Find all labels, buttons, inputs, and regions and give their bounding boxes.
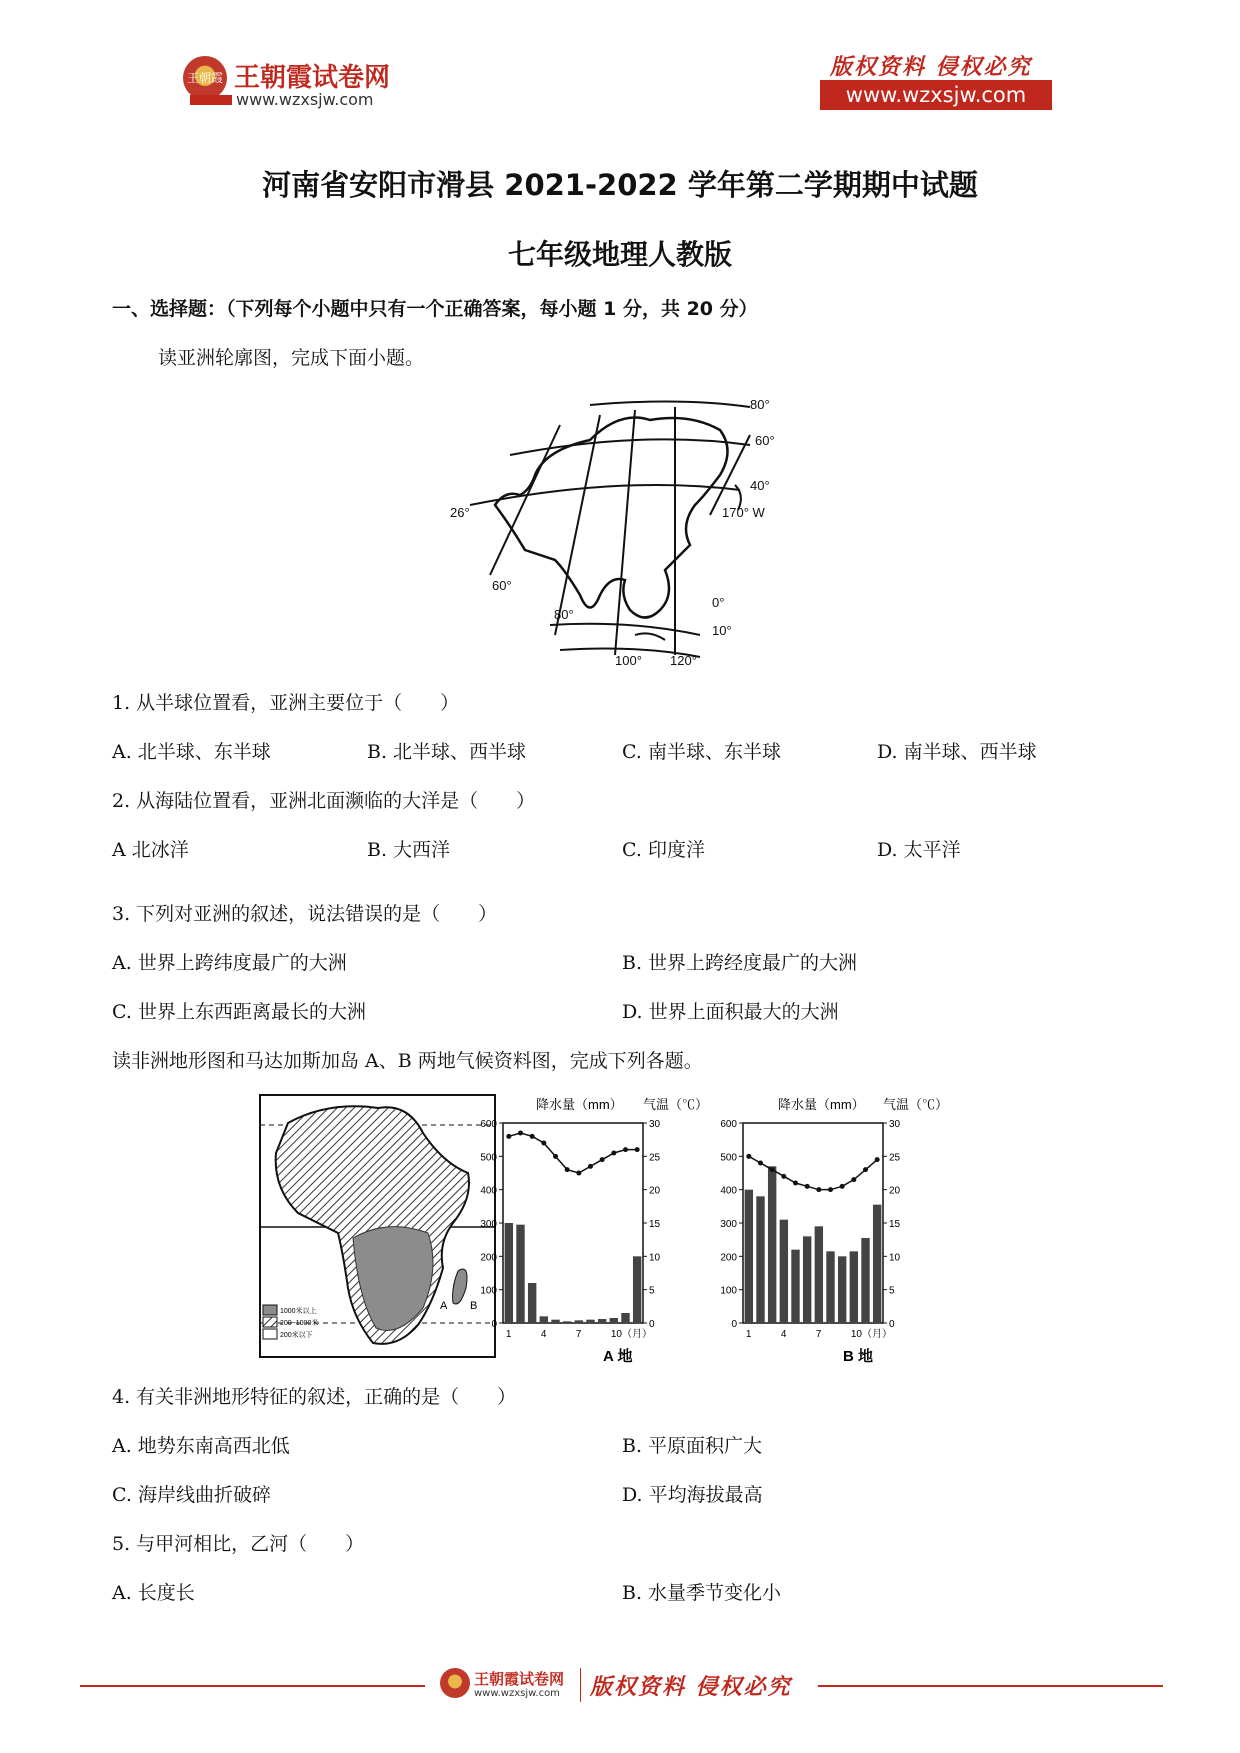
chart-a-precip-bar (551, 1320, 559, 1323)
chart-b-ytick-label: 600 (720, 1119, 737, 1130)
site-url-banner[interactable]: www.wzxsjw.com (820, 80, 1052, 110)
label-80e: 80° (554, 607, 574, 622)
footer-logo-badge (440, 1668, 470, 1698)
asia-outline-map (450, 395, 800, 667)
logo-badge (183, 56, 227, 100)
map-label-b: B (470, 1300, 478, 1312)
chart-a-ytick-label: 200 (480, 1252, 497, 1264)
chart-b-y2tick-label: 20 (889, 1185, 901, 1197)
chart-a-precip-bar (540, 1316, 548, 1323)
chart-a-caption: A 地 (603, 1348, 633, 1363)
chart-a-ytick-label: 400 (480, 1185, 497, 1197)
question-2-stem: 2. 从海陆位置看，亚洲北面濒临的大洋是（ ） (112, 790, 536, 812)
intro-asia: 读亚洲轮廓图，完成下面小题。 (158, 347, 425, 369)
chart-a-xtick-label: 7 (575, 1329, 582, 1340)
chart-a-y2tick-label: 30 (649, 1119, 661, 1130)
chart-b-precip-bar (873, 1205, 881, 1323)
question-4-option-b[interactable]: B. 平原面积广大 (622, 1435, 763, 1457)
chart-b-xtick-label: 4 (780, 1329, 787, 1340)
label-0deg: 0° (712, 595, 725, 610)
question-1-option-d[interactable]: D. 南半球、西半球 (877, 741, 1037, 763)
chart-a-y2tick-label: 0 (649, 1319, 655, 1330)
chart-b-ytick-label: 100 (720, 1285, 737, 1297)
question-2-option-a[interactable]: A 北冰洋 (112, 839, 189, 861)
exam-subtitle: 七年级地理人教版 (507, 238, 732, 271)
legend-mid: 200~1000米 (280, 1320, 319, 1327)
chart-b-y2tick-label: 25 (889, 1152, 901, 1164)
footer-rule-right (818, 1685, 1163, 1687)
chart-a-y2tick-label: 15 (649, 1219, 661, 1230)
logo-url[interactable]: www.wzxsjw.com (236, 90, 374, 109)
asia-coastline (495, 418, 728, 618)
chart-a-temp-point (576, 1171, 581, 1176)
indonesia-islands (635, 633, 665, 640)
chart-b-precip-bar (791, 1250, 799, 1323)
chart-b-axis-left: 降水量（mm） (778, 1097, 865, 1112)
legend-low: 200米以下 (280, 1332, 313, 1339)
chart-a-precip-bar (516, 1225, 524, 1323)
label-170w: 170° W (722, 505, 765, 520)
chart-b-caption: B 地 (843, 1348, 874, 1363)
logo-mark: 王朝霞 (186, 71, 223, 85)
chart-a-temp-point (623, 1147, 628, 1152)
chart-a-precip-bar (621, 1313, 629, 1323)
question-5-option-b[interactable]: B. 水量季节变化小 (622, 1582, 782, 1604)
chart-b-xtick-label: 1 (745, 1329, 752, 1340)
chart-b-xtick-label: 7 (815, 1329, 822, 1340)
chart-b-temp-point (828, 1187, 833, 1192)
question-4-option-d[interactable]: D. 平均海拔最高 (622, 1484, 763, 1506)
chart-a-temp-point (611, 1151, 616, 1156)
africa-climate-figure (258, 1093, 993, 1363)
chart-b-temp-point (805, 1184, 810, 1189)
chart-b-precip-bar (756, 1196, 764, 1323)
chart-b-y2tick-label: 10 (889, 1252, 901, 1264)
question-2-option-b[interactable]: B. 大西洋 (367, 839, 451, 861)
footer-logo-url[interactable]: www.wzxsjw.com (474, 1688, 560, 1699)
chart-a-precip-bar (505, 1223, 513, 1323)
chart-a-precip-bar (528, 1283, 536, 1323)
chart-b-precip-bar (861, 1238, 869, 1323)
chart-b-ytick-label: 400 (720, 1185, 737, 1197)
chart-a-y2tick-label: 5 (649, 1285, 655, 1297)
latitude-80-line (590, 401, 750, 407)
chart-b-precip-bar (803, 1236, 811, 1323)
question-4-option-c[interactable]: C. 海岸线曲折破碎 (112, 1484, 271, 1506)
chart-a-xtick-label: 10（月） (610, 1329, 652, 1340)
chart-b-temp-point (781, 1174, 786, 1179)
label-120e: 120° (670, 653, 697, 667)
chart-b-y2tick-label: 0 (889, 1319, 895, 1330)
chart-b-precip-bar (780, 1220, 788, 1323)
chart-a-ytick-label: 500 (480, 1152, 497, 1164)
latitude-0-line (550, 624, 700, 635)
chart-a-y2tick-label: 10 (649, 1252, 661, 1264)
climate-chart-a (480, 1097, 708, 1363)
intro-africa: 读非洲地形图和马达加斯加岛 A、B 两地气候资料图，完成下列各题。 (112, 1050, 703, 1072)
chart-a-temp-point (635, 1147, 640, 1152)
chart-b-temp-point (793, 1181, 798, 1186)
section-heading: 一、选择题：（下列每个小题中只有一个正确答案，每小题 1 分，共 20 分） (112, 298, 758, 320)
legend-swatch-high (263, 1305, 277, 1315)
logo-name: 王朝霞试卷网 (234, 63, 391, 93)
chart-a-precip-bar (598, 1319, 606, 1323)
label-26e: 26° (450, 505, 470, 520)
chart-a-xtick-label: 4 (540, 1329, 547, 1340)
meridian-100-line (615, 410, 635, 655)
chart-a-temp-point (588, 1164, 593, 1169)
chart-b-temp-point (851, 1177, 856, 1182)
chart-a-ytick-label: 0 (491, 1319, 497, 1330)
copyright-notice: 版权资料 侵权必究 (830, 54, 1032, 80)
chart-a-precip-bar (575, 1320, 583, 1323)
footer-logo-name: 王朝霞试卷网 (474, 1670, 565, 1688)
question-3-stem: 3. 下列对亚洲的叙述，说法错误的是（ ） (112, 903, 498, 925)
chart-a-ytick-label: 600 (480, 1119, 497, 1130)
question-4-stem: 4. 有关非洲地形特征的叙述，正确的是（ ） (112, 1386, 517, 1408)
madagascar-island (453, 1269, 467, 1304)
footer-rule-left (80, 1685, 425, 1687)
question-3-option-d[interactable]: D. 世界上面积最大的大洲 (622, 1001, 839, 1023)
chart-a-axis-right: 气温（℃） (643, 1097, 709, 1112)
label-100e: 100° (615, 653, 642, 667)
meridian-170-line (710, 435, 750, 515)
logo-ribbon (190, 95, 232, 105)
chart-a-precip-bar (633, 1256, 641, 1323)
chart-a-precip-bar (586, 1320, 594, 1323)
chart-a-y2tick-label: 25 (649, 1152, 661, 1164)
label-10s: 10° (712, 623, 732, 638)
chart-a-axis-left: 降水量（mm） (536, 1097, 623, 1112)
chart-b-axis-right: 气温（℃） (883, 1097, 949, 1112)
chart-b-y2tick-label: 5 (889, 1285, 895, 1297)
chart-b-ytick-label: 0 (731, 1319, 737, 1330)
chart-a-temp-point (530, 1134, 535, 1139)
chart-a-y2tick-label: 20 (649, 1185, 661, 1197)
question-3-option-a[interactable]: A. 世界上跨纬度最广的大洲 (112, 952, 347, 974)
label-40n: 40° (750, 478, 770, 493)
label-60e: 60° (492, 578, 512, 593)
chart-a-ytick-label: 100 (480, 1285, 497, 1297)
chart-a-temp-point (518, 1131, 523, 1136)
question-1-stem: 1. 从半球位置看，亚洲主要位于（ ） (112, 692, 460, 714)
exam-title: 河南省安阳市滑县 2021-2022 学年第二学期期中试题 (262, 168, 978, 202)
question-1-option-b[interactable]: B. 北半球、西半球 (367, 741, 527, 763)
chart-a-xtick-label: 1 (505, 1329, 512, 1340)
question-2-option-c[interactable]: C. 印度洋 (622, 839, 705, 861)
question-5-stem: 5. 与甲河相比，乙河（ ） (112, 1533, 365, 1555)
africa-terrain-map (260, 1095, 495, 1357)
legend-high: 1000米以上 (280, 1308, 317, 1315)
question-2-option-d[interactable]: D. 太平洋 (877, 839, 961, 861)
chart-b-temp-point (875, 1157, 880, 1162)
question-3-option-c[interactable]: C. 世界上东西距离最长的大洲 (112, 1001, 366, 1023)
chart-b-ytick-label: 200 (720, 1252, 737, 1264)
chart-a-precip-bar (610, 1318, 618, 1323)
chart-b-temp-point (746, 1154, 751, 1159)
label-60n: 60° (755, 433, 775, 448)
footer-separator (580, 1668, 581, 1702)
chart-b-xtick-label: 10（月） (850, 1329, 892, 1340)
chart-a-temp-line (509, 1133, 637, 1173)
question-5-option-a[interactable]: A. 长度长 (112, 1582, 195, 1604)
question-1-option-a[interactable]: A. 北半球、东半球 (112, 741, 271, 763)
chart-a-ytick-label: 300 (480, 1219, 497, 1230)
question-4-option-a[interactable]: A. 地势东南高西北低 (112, 1435, 290, 1457)
chart-a-temp-point (565, 1167, 570, 1172)
chart-b-temp-point (840, 1184, 845, 1189)
chart-a-precip-bar (563, 1321, 571, 1323)
chart-b-precip-bar (768, 1166, 776, 1323)
chart-b-ytick-label: 300 (720, 1219, 737, 1230)
legend-swatch-mid (263, 1317, 277, 1327)
chart-b-precip-bar (850, 1251, 858, 1323)
chart-b-y2tick-label: 15 (889, 1219, 901, 1230)
chart-b-ytick-label: 500 (720, 1152, 737, 1164)
footer-copyright: 版权资料 侵权必究 (590, 1674, 792, 1700)
chart-b-temp-point (816, 1187, 821, 1192)
question-3-option-b[interactable]: B. 世界上跨经度最广的大洲 (622, 952, 858, 974)
chart-b-temp-point (863, 1167, 868, 1172)
chart-b-precip-bar (815, 1226, 823, 1323)
chart-b-temp-point (758, 1161, 763, 1166)
chart-b-precip-bar (826, 1251, 834, 1323)
legend-swatch-low (263, 1329, 277, 1339)
chart-a-temp-point (600, 1157, 605, 1162)
climate-chart-b (720, 1097, 948, 1363)
chart-b-precip-bar (838, 1256, 846, 1323)
map-label-a: A (440, 1300, 448, 1312)
chart-b-temp-point (770, 1167, 775, 1172)
question-1-option-c[interactable]: C. 南半球、东半球 (622, 741, 781, 763)
chart-b-precip-bar (745, 1190, 753, 1323)
chart-a-temp-point (506, 1134, 511, 1139)
label-80n: 80° (750, 397, 770, 412)
chart-a-temp-point (553, 1154, 558, 1159)
chart-a-temp-point (541, 1141, 546, 1146)
chart-b-y2tick-label: 30 (889, 1119, 901, 1130)
